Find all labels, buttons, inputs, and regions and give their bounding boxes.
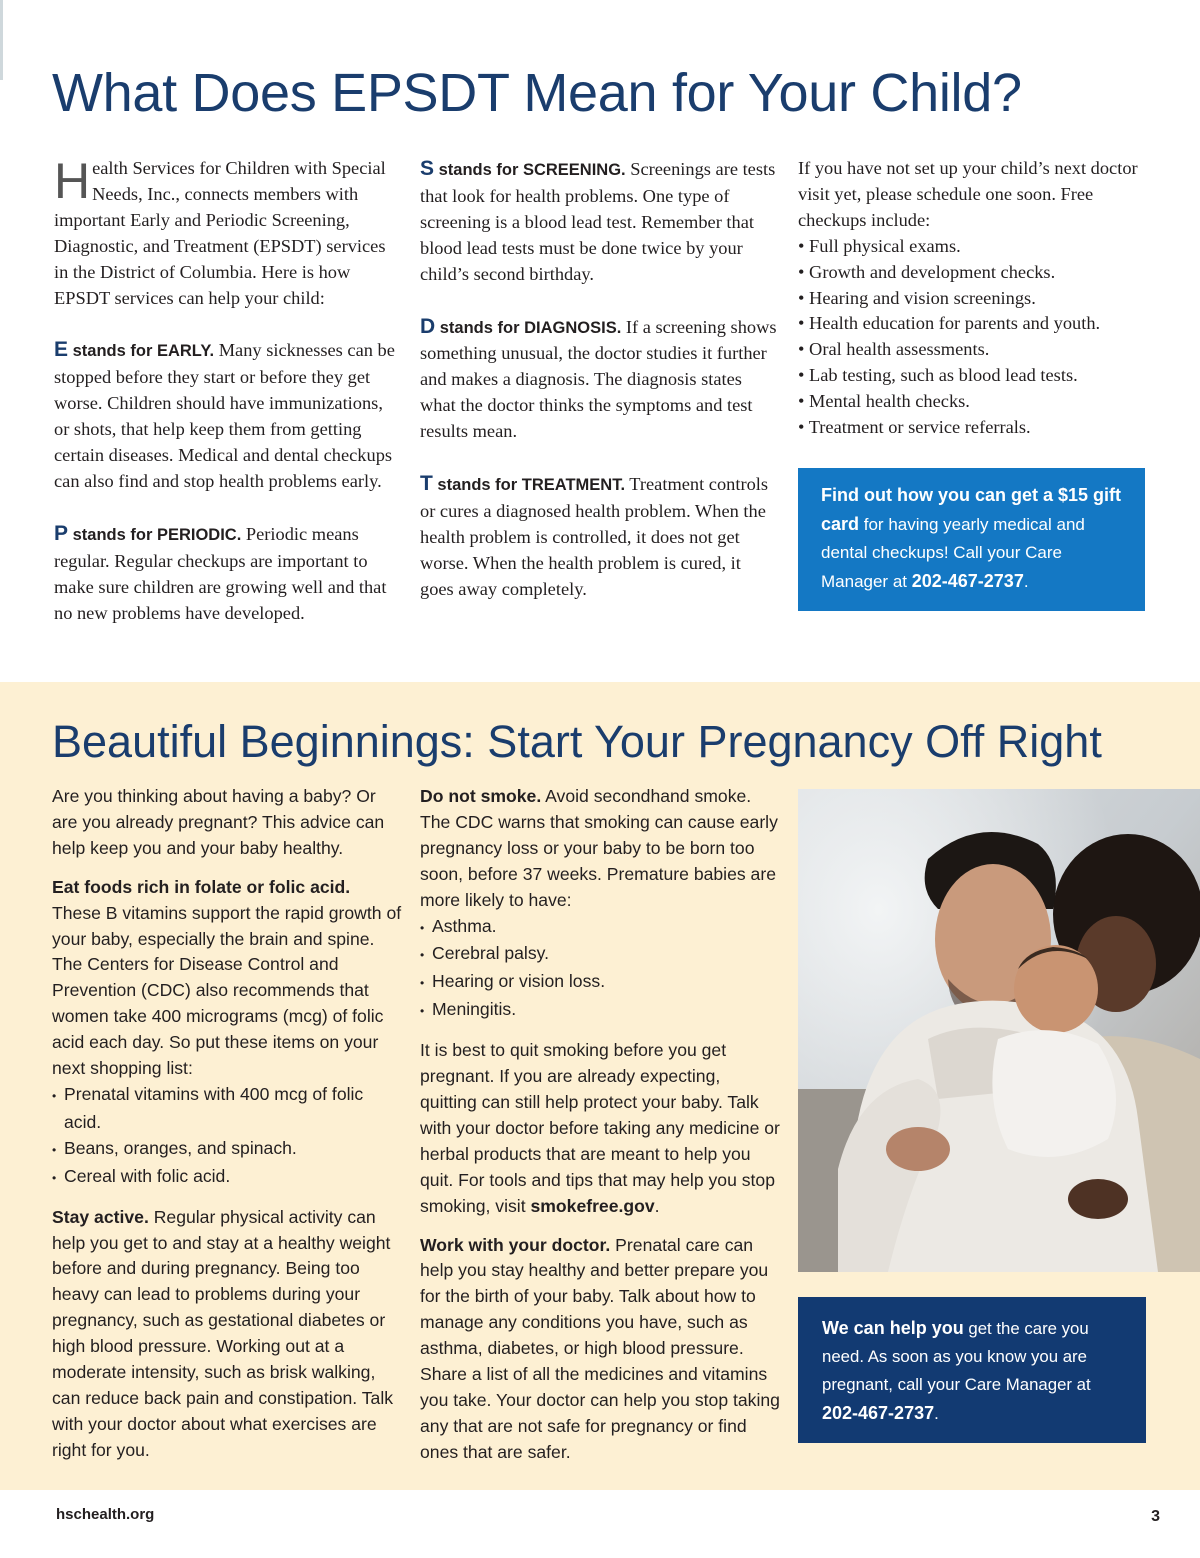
- epsdt-early: [54, 337, 399, 494]
- gift-card-end: .: [1023, 572, 1029, 591]
- doctor-block: [420, 1233, 780, 1466]
- active-block: [52, 1205, 402, 1464]
- diagnosis-lead-text: stands for DIAGNOSIS.: [435, 318, 622, 337]
- diagnosis-lead: [420, 314, 622, 338]
- list-item: • Full physical exams.: [798, 235, 961, 256]
- smoke-block: [420, 784, 780, 1025]
- smoke-text: Avoid secondhand smoke. The CDC warns that smoking can cause early pregnancy loss or your baby to be born too soon, before 37 weeks. Premature babies are more likely to have:: [420, 786, 778, 910]
- list-item: • Meningitis.: [420, 997, 780, 1025]
- periodic-text: Periodic means regular. Regular checkups are important to make sure children are growing well and that no new problems have developed.: [54, 523, 387, 623]
- footer-website[interactable]: hschealth.org: [56, 1506, 155, 1523]
- help-callout: [798, 1297, 1146, 1443]
- family-photo-illustration: [798, 789, 1200, 1272]
- gift-card-bold: Find out how you can get a $15 gift card: [821, 485, 1122, 534]
- periodic-letter: P: [54, 521, 69, 545]
- epsdt-screening: [420, 156, 778, 288]
- beginnings-column-1: [52, 784, 402, 1477]
- beginnings-intro: Are you thinking about having a baby? Or are you already pregnant? This advice can help keep you and your baby healthy.: [52, 786, 385, 858]
- list-item: • Lab testing, such as blood lead tests.: [798, 365, 1078, 386]
- list-item: • Cerebral palsy.: [420, 941, 780, 969]
- epsdt-column-2: [420, 156, 778, 603]
- periodic-lead-text: stands for PERIODIC.: [68, 525, 242, 544]
- treatment-lead-text: stands for TREATMENT.: [432, 476, 626, 495]
- treatment-letter: T: [420, 472, 433, 496]
- checkups-intro: If you have not set up your child’s next doctor visit yet, please schedule one soon. Free checkups include:: [798, 158, 1138, 230]
- folate-list: [52, 1082, 402, 1192]
- early-lead-text: stands for EARLY.: [68, 342, 215, 361]
- epsdt-intro: [54, 153, 399, 311]
- diagnosis-text: If a screening shows something unusual, the doctor studies it further and makes a diagnosis. The diagnosis states what the doctor thinks the symptoms and test results mean.: [420, 316, 777, 442]
- treatment-text: Treatment controls or cures a diagnosed health problem. When the health problem is controlled, it does not get worse. When the health problem is cured, it goes away completely.: [420, 474, 769, 599]
- gift-card-callout: [798, 468, 1145, 611]
- edge-line: [0, 0, 3, 80]
- list-item: • Asthma.: [420, 914, 780, 942]
- list-item: • Prenatal vitamins with 400 mcg of folic acid.: [52, 1082, 402, 1136]
- diagnosis-letter: D: [420, 314, 436, 338]
- folate-heading: Eat foods rich in folate or folic acid.: [52, 876, 351, 897]
- beginnings-column-2: [420, 784, 780, 1479]
- epsdt-periodic: [54, 521, 399, 627]
- list-item: • Growth and development checks.: [798, 261, 1056, 282]
- doctor-heading: Work with your doctor.: [420, 1234, 611, 1255]
- smokefree-link[interactable]: smokefree.gov: [530, 1195, 655, 1216]
- list-item: • Mental health checks.: [798, 391, 970, 412]
- folate-text: These B vitamins support the rapid growth of your baby, especially the brain and spine. The Centers for Disease Control and Prevention (CDC) also recommends that women take 400 micrograms (mcg) of folic acid each day. So put these items on your next shopping list:: [52, 902, 402, 1079]
- folate-block: [52, 875, 402, 1192]
- list-item: • Cereal with folic acid.: [52, 1164, 402, 1192]
- page-number: 3: [1151, 1508, 1160, 1525]
- help-end: .: [934, 1404, 939, 1423]
- screening-text: Screenings are tests that look for health problems. One type of screening is a blood lead test. Remember that blood lead tests must be done twice by your child’s second birthday.: [420, 159, 776, 284]
- early-letter: E: [54, 338, 69, 362]
- screening-letter: S: [420, 157, 435, 180]
- dropcap: H: [54, 153, 91, 209]
- periodic-lead: [54, 521, 242, 545]
- family-photo: [798, 789, 1200, 1272]
- epsdt-column-1: [54, 153, 399, 627]
- help-bold: We can help you: [822, 1318, 964, 1338]
- screening-lead: [420, 157, 626, 180]
- epsdt-intro-text: ealth Services for Children with Special Needs, Inc., connects members with important Early and Periodic Screening, Diagnostic, and Treatment (EPSDT) services in the District of Columbia. Here is how EPSDT services can help your child:: [54, 158, 386, 308]
- list-item: • Health education for parents and youth.: [798, 313, 1101, 334]
- epsdt-title: What Does EPSDT Mean for Your Child?: [52, 63, 1022, 123]
- list-item: • Beans, oranges, and spinach.: [52, 1136, 402, 1164]
- list-item: • Hearing or vision loss.: [420, 969, 780, 997]
- gift-card-text: for having yearly medical and dental checkups! Call your Care Manager at: [821, 515, 1085, 591]
- checkups-list: [798, 234, 1158, 441]
- epsdt-treatment: [420, 471, 778, 603]
- treatment-lead: [420, 472, 626, 496]
- quit-text: It is best to quit smoking before you get pregnant. If you are already expecting, quitting can still help protect your baby. Talk with your doctor before taking any medicine or herbal products that are meant to help you quit. For tools and tips that may help you stop smoking, visit: [420, 1040, 780, 1216]
- list-item: • Treatment or service referrals.: [798, 417, 1031, 438]
- early-text: Many sicknesses can be stopped before they start or before they get worse. Children should have immunizations, or shots, that help keep them from getting certain diseases. Medical and dental checkups can also find and stop health problems early.: [54, 340, 395, 491]
- beginnings-title: Beautiful Beginnings: Start Your Pregnancy Off Right: [52, 716, 1102, 767]
- active-heading: Stay active.: [52, 1206, 149, 1227]
- epsdt-diagnosis: [420, 314, 778, 446]
- active-text: Regular physical activity can help you get to and stay at a healthy weight before and during pregnancy. Being too heavy can lead to problems during your pregnancy, such as gestational diabetes or high blood pressure. Working out at a moderate intensity, such as brisk walking, can reduce back pain and constipation. Talk with your doctor about what exercises are right for you.: [52, 1206, 394, 1460]
- help-text: get the care you need. As soon as you know you are pregnant, call your Care Manager at: [822, 1319, 1091, 1394]
- help-phone[interactable]: 202-467-2737: [822, 1403, 935, 1423]
- early-lead: [54, 338, 215, 362]
- smoke-heading: Do not smoke.: [420, 786, 542, 806]
- list-item: • Hearing and vision screenings.: [798, 287, 1036, 308]
- list-item: • Oral health assessments.: [798, 339, 990, 360]
- screening-lead-text: stands for SCREENING.: [434, 161, 626, 179]
- doctor-text: Prenatal care can help you stay healthy and better prepare you for the birth of your baby. Talk about how to manage any conditions you have, such as asthma, diabetes, or high blood pressure. Share a list of all the medicines and vitamins you take. Your doctor can help you stop taking any that are not safe for pregnancy or find ones that are safer.: [420, 1234, 780, 1462]
- smoke-list: [420, 914, 780, 1026]
- quit-end: .: [654, 1195, 660, 1216]
- epsdt-column-3: [798, 156, 1158, 441]
- quit-block: [420, 1038, 780, 1219]
- gift-card-phone[interactable]: 202-467-2737: [911, 571, 1024, 591]
